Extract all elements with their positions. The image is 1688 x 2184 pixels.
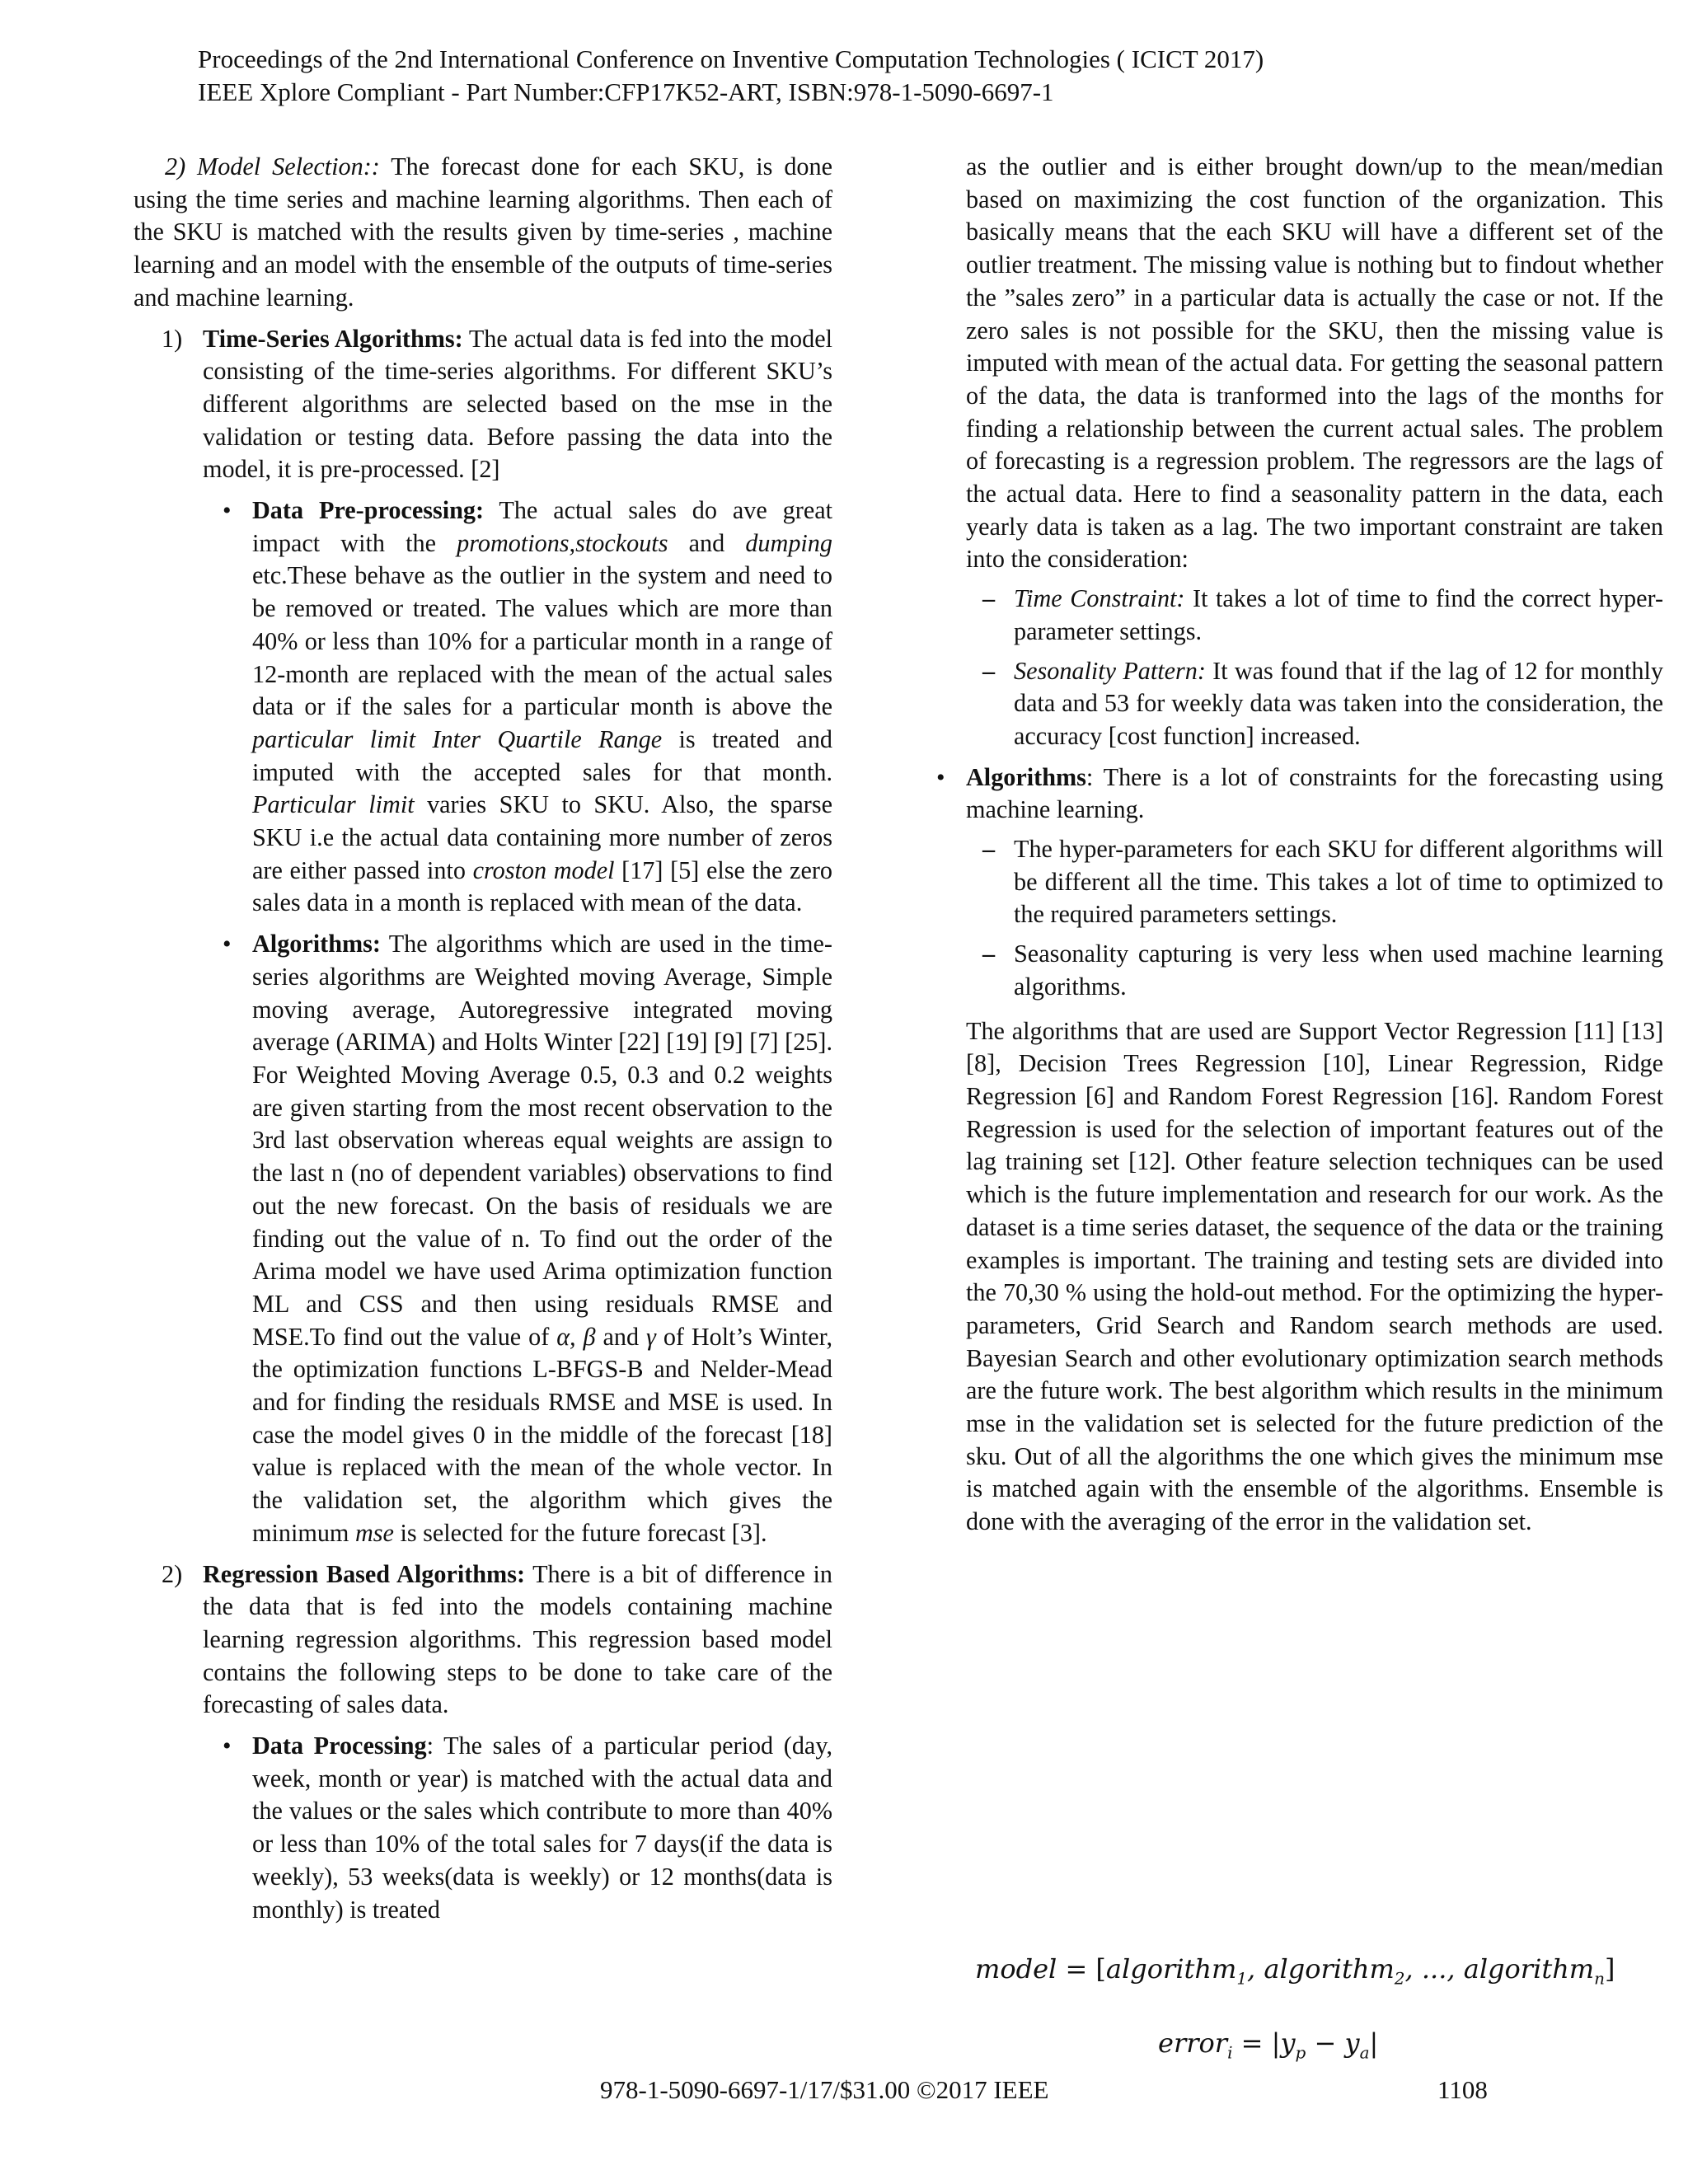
bullet-algorithms: • Algorithms: The algorithms which are used in the time-series algorithms are Weighted moving Average, Simple moving average, Autoregressive integrated moving average (ARIMA) and Holts Winter [22] [19] [9] [7] [25]. For Weighted Moving Average 0.5, 0.3 and 0.2 weights are given starting from the most recent observation to the 3rd last observation whereas equal weights are assign to the last n (no of dependent variables) observations to find out the new forecast. On the basis of residuals we are finding out the value of n. To find out the order of the Arima model we have used Arima optimization function ML and CSS and then using residuals RMSE and MSE.To find out the value of α, β and γ of Holt’s Winter, the optimization functions L-BFGS-B and Nelder-Mead and for finding the residuals RMSE and MSE is used. In case the model gives 0 in the middle of the forecast [18] value is replaced with the mean of the whole vector. In the validation set, the algorithm which gives the minimum mse is selected for the future forecast [3]. <box>223 930 832 1547</box>
list-item-regression: 2) Regression Based Algorithms: There is a bit of difference in the data that is fed into the models containing machine learning regression algorithms. This regression based model contains the following steps to be done to take care of the forecasting of sales data. • Data Processing: The sales of a particular period (day, week, month or year) is matched with the actual data and the values or the sales which contribute to more than 40% or less than 10% of the total sales for 7 days(if the data is weekly), 53 weeks(data is weekly) or 12 months(data is monthly) is treated <box>134 1558 832 1927</box>
list-item-time-series: 1) Time-Series Algorithms: The actual data is fed into the model consisting of the time-series algorithms. For different SKU’s different algorithms are selected based on the mse in the validation or testing data. Before passing the data into the model, it is pre-processed. [2] • Data Pre-processing: The actual sales do ave great impact with the promotions,stockouts and dumping etc.These behave as the outlier in the system and need to be removed or treated. The values which are more than 40% or less than 10% for a particular month in a range of 12-month are replaced with the mean of the actual sales data or if the sales for a particular month is above the particular limit Inter Quartile Range is treated and imputed with the accepted sales for that month. Particular limit varies SKU to SKU. Also, the sparse SKU i.e the actual data containing more number of zeros are either passed into croston model [17] [5] else the zero sales data in a month is replaced with mean of the data. • Algorithms: The algorithms which are used in the time-series algorithms are Weighted moving Average, Simple moving average, Autoregressive integrated moving average (ARIMA) and Holts Winter [22] [19] [9] [7] [25]. For Weighted Moving Average 0.5, 0.3 and 0.2 weights are given starting from the most recent observation to the 3rd last observation whereas equal weights are assign to the last n (no of dependent variables) observations to find out the new forecast. On the basis of residuals we are finding out the value of n. To find out the order of the Arima model we have used Arima optimization function ML and CSS and then using residuals RMSE and MSE.To find out the value of α, β and γ of Holt’s Winter, the optimization functions L-BFGS-B and Nelder-Mead and for finding the residuals RMSE and MSE is used. In case the model gives 0 in the middle of the forecast [18] value is replaced with the mean of the whole vector. In the validation set, the algorithm which gives the minimum mse is selected for the future forecast [3]. <box>134 323 832 1550</box>
dash-glyph: – <box>982 584 996 613</box>
bullet-glyph: • <box>223 1732 232 1760</box>
ml-constraint-list <box>982 833 1663 1004</box>
right-column <box>936 151 1663 1539</box>
bullet-glyph: • <box>223 930 232 958</box>
list-number: 2) <box>162 1559 183 1588</box>
continued-bullet <box>966 151 1663 753</box>
bullet-ml-algorithms: • Algorithms: There is a lot of constraints for the forecasting using machine learning. – The hyper-parameters for each SKU for different algorithms will be different all the time. This takes a lot of time to optimized to the required parameters settings. – Seasonality capturing is very less when used machine learning algorithms. The algorithms that are used are Support Vector Regression [11] [13] [8], Decision Trees Regression [10], Linear Regression, Ridge Regression [6] and Random Forest Regression [16]. Random Forest Regression is used for the selection of important features out of the lag training set [12]. Other feature selection techniques can be used which is the future implementation and research for our work. As the dataset is a time series dataset, the sequence of the data or the training examples is important. The training and testing sets are divided into the 70,30 % using the hold-out method. For the optimizing the hyper-parameters, Grid Search and Random search methods are used. Bayesian Search and other evolutionary optimization search methods are the future work. The best algorithm which results in the minimum mse in the validation set is selected for the future prediction of the sku. Out of all the algorithms the one which gives the minimum mse is matched again with the ensemble of the algorithms. Ensemble is done with the averaging of the error in the validation set. <box>936 762 1663 1539</box>
bullet-glyph: • <box>936 763 945 791</box>
list-number: 1) <box>162 324 183 353</box>
dash-seasonality-capturing: – Seasonality capturing is very less when used machine learning algorithms. <box>982 940 1663 1001</box>
model-selection-paragraph: 2) Model Selection:: The forecast done for each SKU, is done using the time series and machine learning algorithms. Then each of the SKU is matched with the results given by time-series , machine learning and an model with the ensemble of the outputs of time-series and machine learning. <box>134 152 832 312</box>
model-selection-heading: 2) Model Selection:: <box>165 152 380 180</box>
dash-glyph: – <box>982 656 996 685</box>
algorithms-paragraph: The algorithms that are used are Support Vector Regression [11] [13] [8], Decision Trees Regression [10], Linear Regression, Ridge Regression [6] and Random Forest Regression [16]. Random Forest Regression is used for the selection of important features out of the lag training set [12]. Other feature selection techniques can be used which is the future implementation and research for our work. As the dataset is a time series dataset, the sequence of the data or the training examples is important. The training and testing sets are divided into the 70,30 % using the hold-out method. For the optimizing the hyper-parameters, Grid Search and Random search methods are used. Bayesian Search and other evolutionary optimization search methods are the future work. The best algorithm which results in the minimum mse in the validation set is selected for the future prediction of the sku. Out of all the algorithms the one which gives the minimum mse is matched again with the ensemble of the algorithms. Ensemble is done with the averaging of the error in the validation set. <box>966 1016 1663 1536</box>
bullet-glyph: • <box>223 497 232 525</box>
header-line-2: IEEE Xplore Compliant - Part Number:CFP17K52-ART, ISBN:978-1-5090-6697-1 <box>198 77 1054 106</box>
dash-glyph: – <box>982 940 996 968</box>
running-header <box>198 43 1264 109</box>
dash-glyph: – <box>982 835 996 864</box>
footer-copyright: 978-1-5090-6697-1/17/$31.00 ©2017 IEEE <box>600 2075 1049 2104</box>
bullet-data-processing: • Data Processing: The sales of a particular period (day, week, month or year) is matched with the actual data and the values or the sales which contribute to more than 40% or less than 10% of the total sales for 7 days(if the data is weekly), 53 weeks(data is weekly) or 12 months(data is monthly) is treated <box>223 1732 832 1924</box>
page-number: 1108 <box>1437 2075 1488 2104</box>
dash-hyperparameters: – The hyper-parameters for each SKU for different algorithms will be different all the time. This takes a lot of time to optimized to the required parameters settings. <box>982 835 1663 929</box>
dash-seasonality-pattern: – Sesonality Pattern: It was found that if the lag of 12 for monthly data and 53 for weekly data was taken into the consideration, the accuracy [cost function] increased. <box>982 656 1663 750</box>
dash-time-constraint: – Time Constraint: It takes a lot of time to find the correct hyper-parameter settings. <box>982 584 1663 645</box>
bullet-data-preprocessing: • Data Pre-processing: The actual sales do ave great impact with the promotions,stockouts and dumping etc.These behave as the outlier in the system and need to be removed or treated. The values which are more than 40% or less than 10% for a particular month in a range of 12-month are replaced with the mean of the actual sales data or if the sales for a particular month is above the particular limit Inter Quartile Range is treated and imputed with the accepted sales for that month. Particular limit varies SKU to SKU. Also, the sparse SKU i.e the actual data containing more number of zeros are either passed into croston model [17] [5] else the zero sales data in a month is replaced with mean of the data. <box>223 496 833 917</box>
regression-heading: Regression Based Algorithms: <box>203 1559 525 1588</box>
equation-error: error$_i$ = $|y_p - y_a|$ <box>1158 2027 1379 2063</box>
outlier-continuation: as the outlier and is either brought down/up to the mean/median based on maximizing the cost function of the organization. This basically means that the each SKU will have a different set of the outlier treatment. The missing value is nothing but to findout whether the ”sales zero” in a particular data is actually the case or not. If the zero sales is not possible for the SKU, then the missing value is imputed with mean of the actual data. For getting the seasonal pattern of the data, the data is tranformed into the lags of the months for finding a relationship between the current actual sales. The problem of forecasting is a regression problem. The regressors are the lags of the actual data. Here to find a seasonality pattern in the data, each yearly data is taken as a lag. The two important constraint are taken into the consideration: <box>966 152 1663 574</box>
constraint-list <box>982 583 1663 753</box>
time-series-heading: Time-Series Algorithms: <box>203 324 463 353</box>
equation-model: model = [algorithm$_1$, algorithm$_2$, ..., algorithm$_n$] <box>975 1953 1615 1989</box>
left-column <box>134 151 832 1926</box>
header-line-1: Proceedings of the 2nd International Conference on Inventive Computation Technologies ( ICICT 2017) <box>198 45 1264 73</box>
